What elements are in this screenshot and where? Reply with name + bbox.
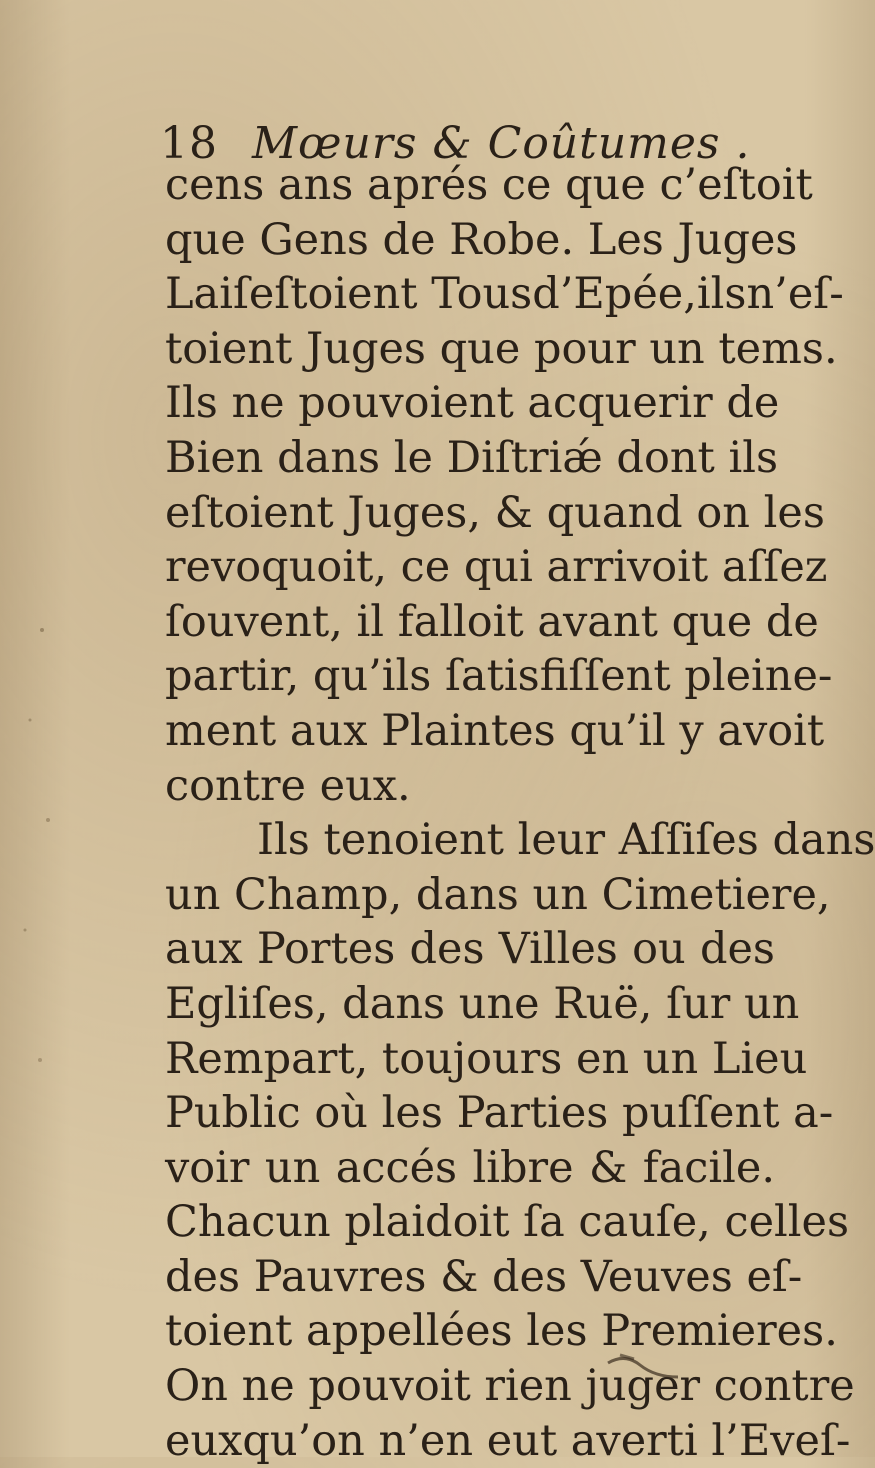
text-line: ment aux Plaintes qu’il y avoit xyxy=(165,705,825,756)
text-line: ſouvent, il falloit avant que de xyxy=(165,596,819,647)
text-line: revoquoit, ce qui arrivoit aſſez xyxy=(165,542,828,593)
text-line: toient appellées les Premieres. xyxy=(165,1306,838,1357)
page-number: 18 xyxy=(160,118,218,169)
text-line: Chacun plaidoit ſa cauſe, celles xyxy=(165,1197,850,1248)
text-line: Rempart, toujours en un Lieu xyxy=(165,1033,808,1084)
text-line: voir un accés libre & facile. xyxy=(165,1142,775,1193)
margin-specks xyxy=(0,600,60,1200)
text-line: Public où les Parties puſſent a- xyxy=(165,1088,834,1139)
text-line: eſtoient Juges, & quand on les xyxy=(165,487,825,538)
text-line: Laiſeſtoient Tousd’Epée,ilsn’eſ- xyxy=(165,269,844,320)
text-line: des Pauvres & des Veuves eſ- xyxy=(165,1251,803,1302)
text-line: cens ans aprés ce que c’eſtoit xyxy=(165,160,813,210)
text-line: un Champ, dans un Cimetiere, xyxy=(165,869,831,920)
text-line: partir, qu’ils ſatisfiſſent pleine- xyxy=(165,651,833,702)
running-title: Mœurs & Coûtumes . xyxy=(252,118,751,169)
body-text xyxy=(165,158,875,1468)
ink-mark-icon xyxy=(600,1335,690,1395)
text-line: aux Portes des Villes ou des xyxy=(165,924,775,975)
text-line: toient Juges que pour un tems. xyxy=(165,323,838,374)
text-line: euxqu’on n’en eut averti l’Eveſ- xyxy=(165,1415,851,1466)
text-line: que Gens de Robe. Les Juges xyxy=(165,214,798,265)
text-line: Bien dans le Diſtriǽ dont ils xyxy=(165,432,779,483)
text-line: On ne pouvoit rien juger contre xyxy=(165,1361,855,1412)
text-line: Egliſes, dans une Ruë, ſur un xyxy=(165,978,800,1029)
text-line: Ils tenoient leur Aſſiſes dans xyxy=(257,815,875,866)
text-line: Ils ne pouvoient acquerir de xyxy=(165,378,780,429)
text-line: contre eux. xyxy=(165,760,411,811)
